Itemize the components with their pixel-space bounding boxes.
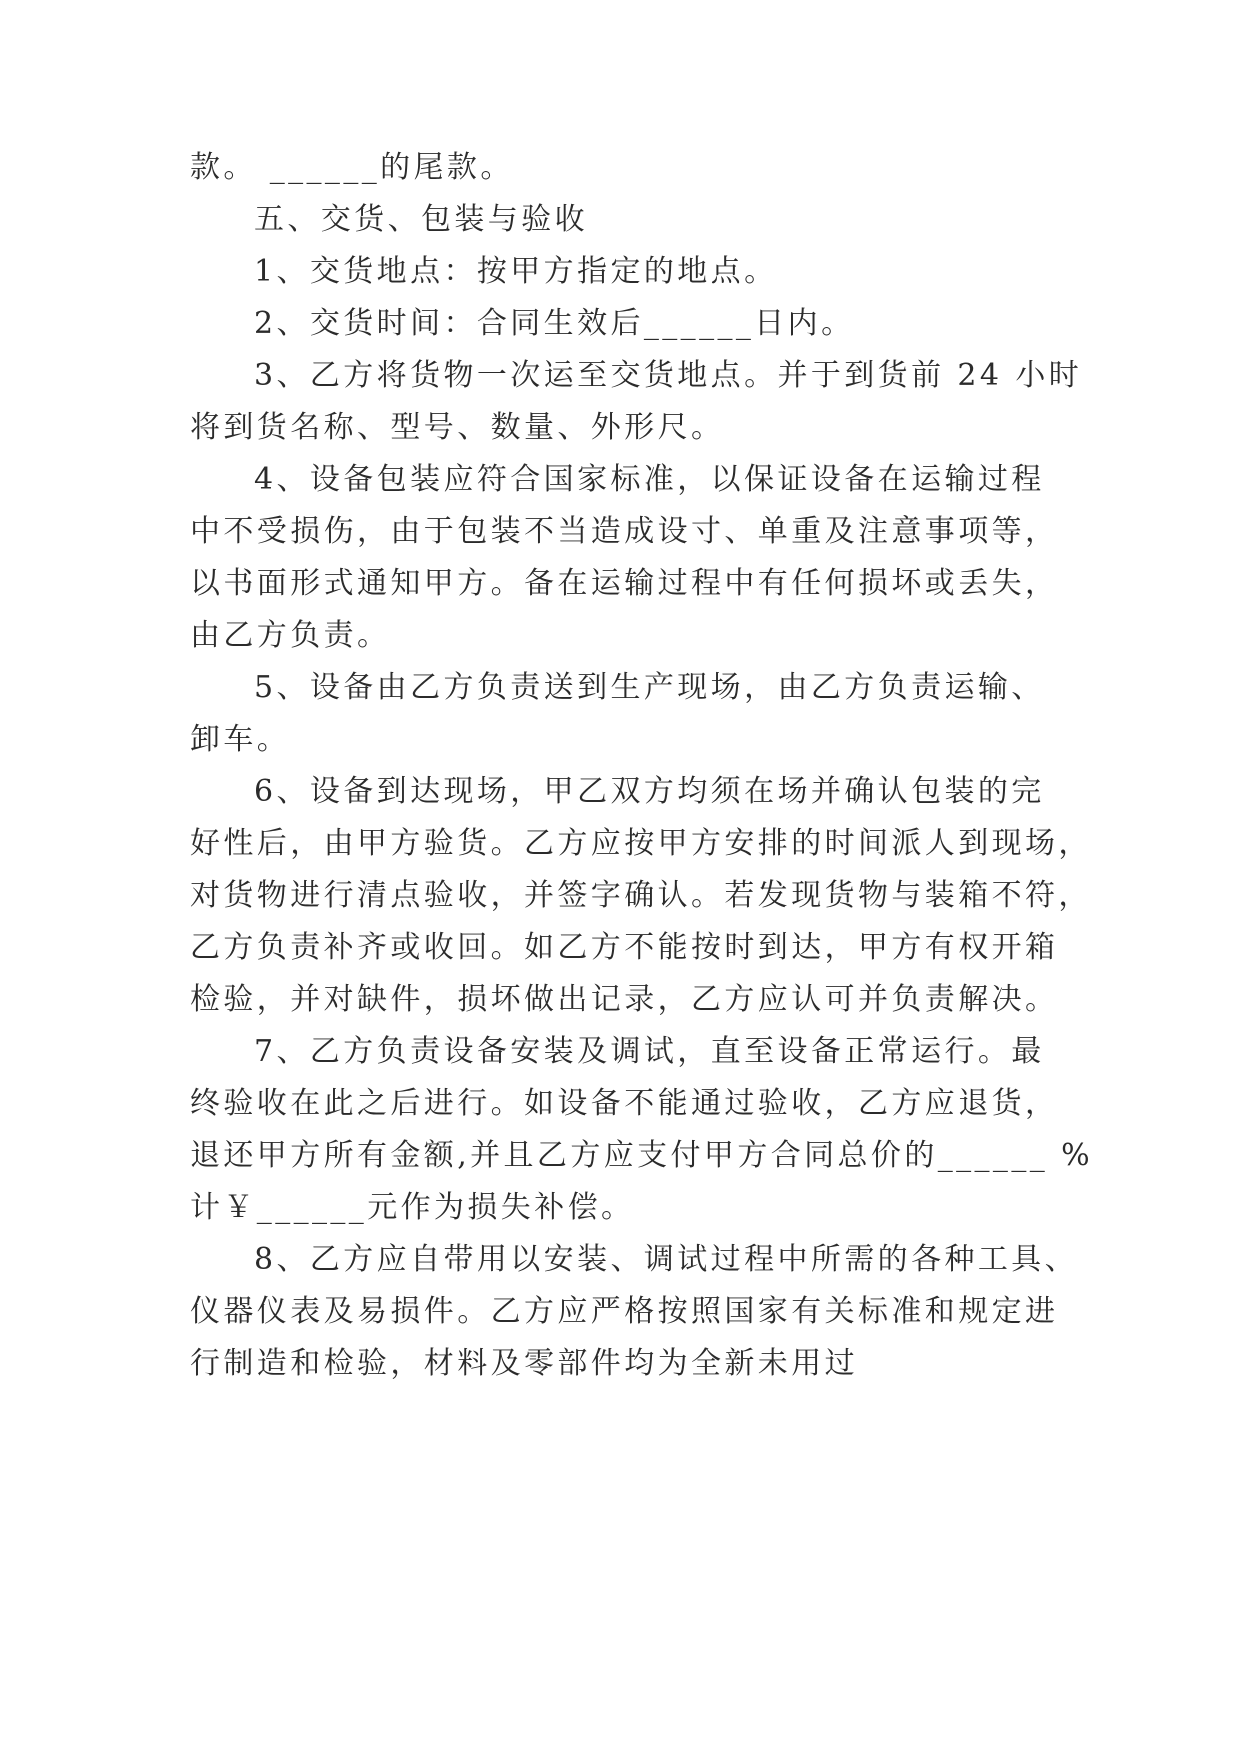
text-line: 5、设备由乙方负责送到生产现场，由乙方负责运输、 <box>254 670 1045 705</box>
text-line: 终验收在此之后进行。如设备不能通过验收，乙方应退货， <box>190 1086 1059 1121</box>
text-line: 检验，并对缺件，损坏做出记录，乙方应认可并负责解决。 <box>190 982 1059 1017</box>
text-line: 对货物进行清点验收，并签字确认。若发现货物与装箱不符， <box>190 878 1092 913</box>
text-line: 3、乙方将货物一次运至交货地点。并于到货前 24 小时 <box>254 358 1083 393</box>
text-line: 款。 ______的尾款。 <box>190 150 514 185</box>
text-line: 8、乙方应自带用以安装、调试过程中所需的各种工具、 <box>254 1242 1079 1277</box>
text-line: 6、设备到达现场，甲乙双方均须在场并确认包装的完 <box>254 774 1045 809</box>
text-line: 乙方负责补齐或收回。如乙方不能按时到达，甲方有权开箱 <box>190 930 1059 965</box>
text-line: 将到货名称、型号、数量、外形尺。 <box>190 410 725 445</box>
text-line: 1、交货地点：按甲方指定的地点。 <box>254 254 778 289</box>
text-line: 行制造和检验，材料及零部件均为全新未用过 <box>190 1346 858 1381</box>
text-line: 以书面形式通知甲方。备在运输过程中有任何损坏或丢失， <box>190 566 1059 601</box>
text-line: 4、设备包装应符合国家标准，以保证设备在运输过程 <box>254 462 1045 497</box>
text-line: 卸车。 <box>190 722 291 757</box>
text-line: 计￥______元作为损失补偿。 <box>190 1190 635 1225</box>
text-line: 7、乙方负责设备安装及调试，直至设备正常运行。最 <box>254 1034 1045 1069</box>
text-line: 退还甲方所有金额,并且乙方应支付甲方合同总价的______ % <box>190 1138 1093 1173</box>
text-line: 2、交货时间：合同生效后______日内。 <box>254 306 855 341</box>
text-line: 好性后，由甲方验货。乙方应按甲方安排的时间派人到现场， <box>190 826 1092 861</box>
text-line: 中不受损伤，由于包装不当造成设寸、单重及注意事项等， <box>190 514 1059 549</box>
section-heading: 五、交货、包装与验收 <box>254 202 588 237</box>
text-line: 仪器仪表及易损件。乙方应严格按照国家有关标准和规定进 <box>190 1294 1059 1329</box>
text-line: 由乙方负责。 <box>190 618 391 653</box>
